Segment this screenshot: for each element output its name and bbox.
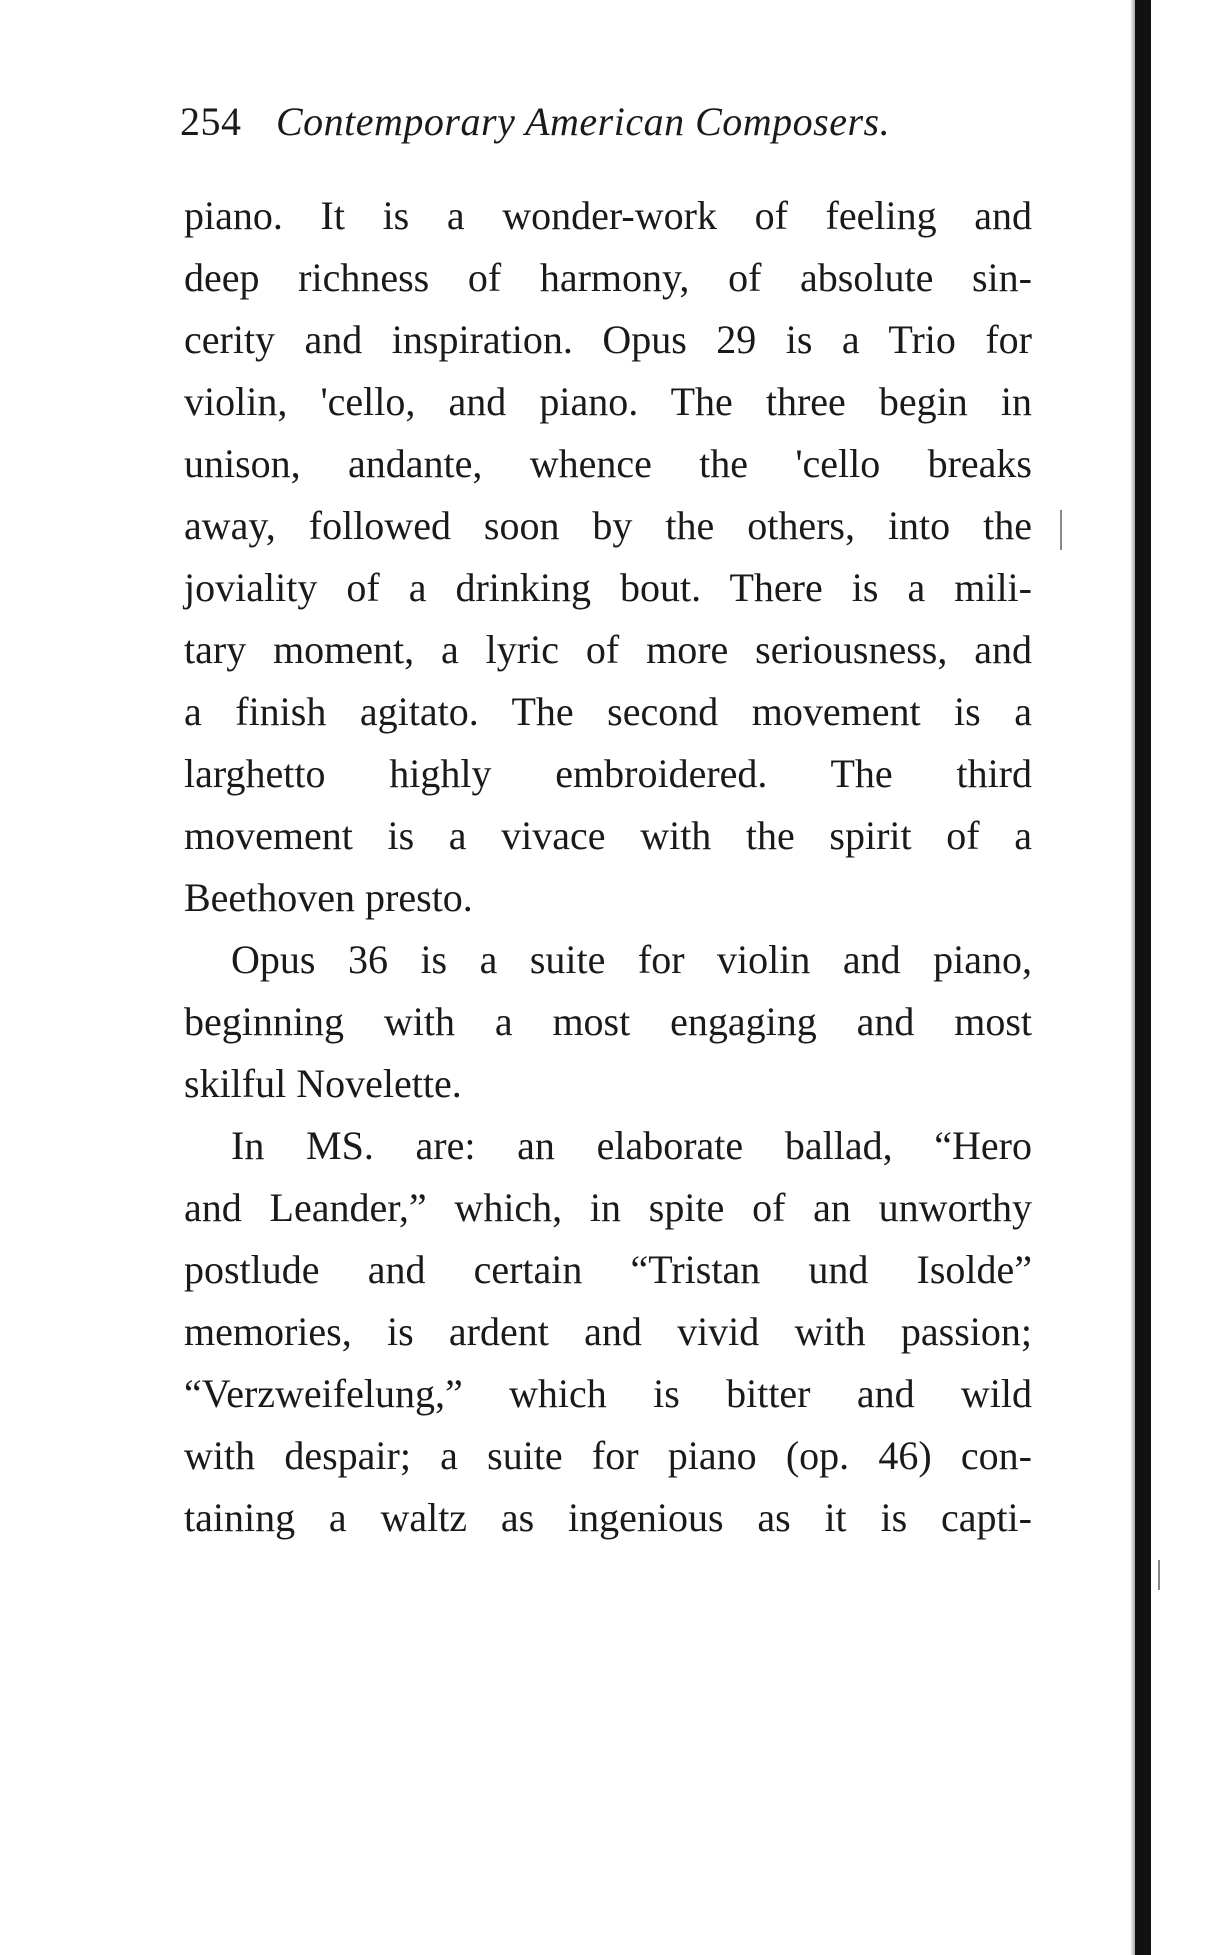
text-line: memories, is ardent and vivid with passion; — [184, 1309, 1032, 1354]
text-line: tary moment, a lyric of more seriousness, and — [184, 627, 1032, 672]
text-line: and Leander,” which, in spite of an unworthy — [184, 1185, 1032, 1230]
scan-edge-shadow — [1135, 0, 1151, 1955]
text-line: with despair; a suite for piano (op. 46) con- — [184, 1433, 1032, 1478]
text-line: deep richness of harmony, of absolute sin- — [184, 255, 1032, 300]
text-line: away, followed soon by the others, into the — [184, 503, 1032, 548]
text-line: movement is a vivace with the spirit of a — [184, 813, 1032, 858]
page-number: 254 — [180, 99, 242, 144]
text-line: joviality of a drinking bout. There is a mili- — [184, 565, 1032, 610]
text-line: postlude and certain “Tristan und Isolde” — [184, 1247, 1032, 1292]
text-line: Opus 36 is a suite for violin and piano, — [231, 937, 1032, 982]
scan-speck — [1060, 510, 1062, 550]
text-line: violin, 'cello, and piano. The three begin in — [184, 379, 1032, 424]
scan-speck — [1158, 1560, 1160, 1590]
text-line: skilful Novelette. — [184, 1061, 462, 1106]
running-title: Contemporary American Composers. — [276, 99, 891, 144]
text-line: larghetto highly embroidered. The third — [184, 751, 1032, 796]
running-head — [180, 98, 890, 145]
text-line: a finish agitato. The second movement is a — [184, 689, 1032, 734]
text-line: piano. It is a wonder-work of feeling and — [184, 193, 1032, 238]
text-line: cerity and inspiration. Opus 29 is a Trio for — [184, 317, 1032, 362]
text-line: unison, andante, whence the 'cello breaks — [184, 441, 1032, 486]
text-line: beginning with a most engaging and most — [184, 999, 1032, 1044]
text-line: taining a waltz as ingenious as it is capti- — [184, 1495, 1032, 1540]
text-line: Beethoven presto. — [184, 875, 473, 920]
text-line: “Verzweifelung,” which is bitter and wild — [184, 1371, 1032, 1416]
text-line: In MS. are: an elaborate ballad, “Hero — [231, 1123, 1032, 1168]
